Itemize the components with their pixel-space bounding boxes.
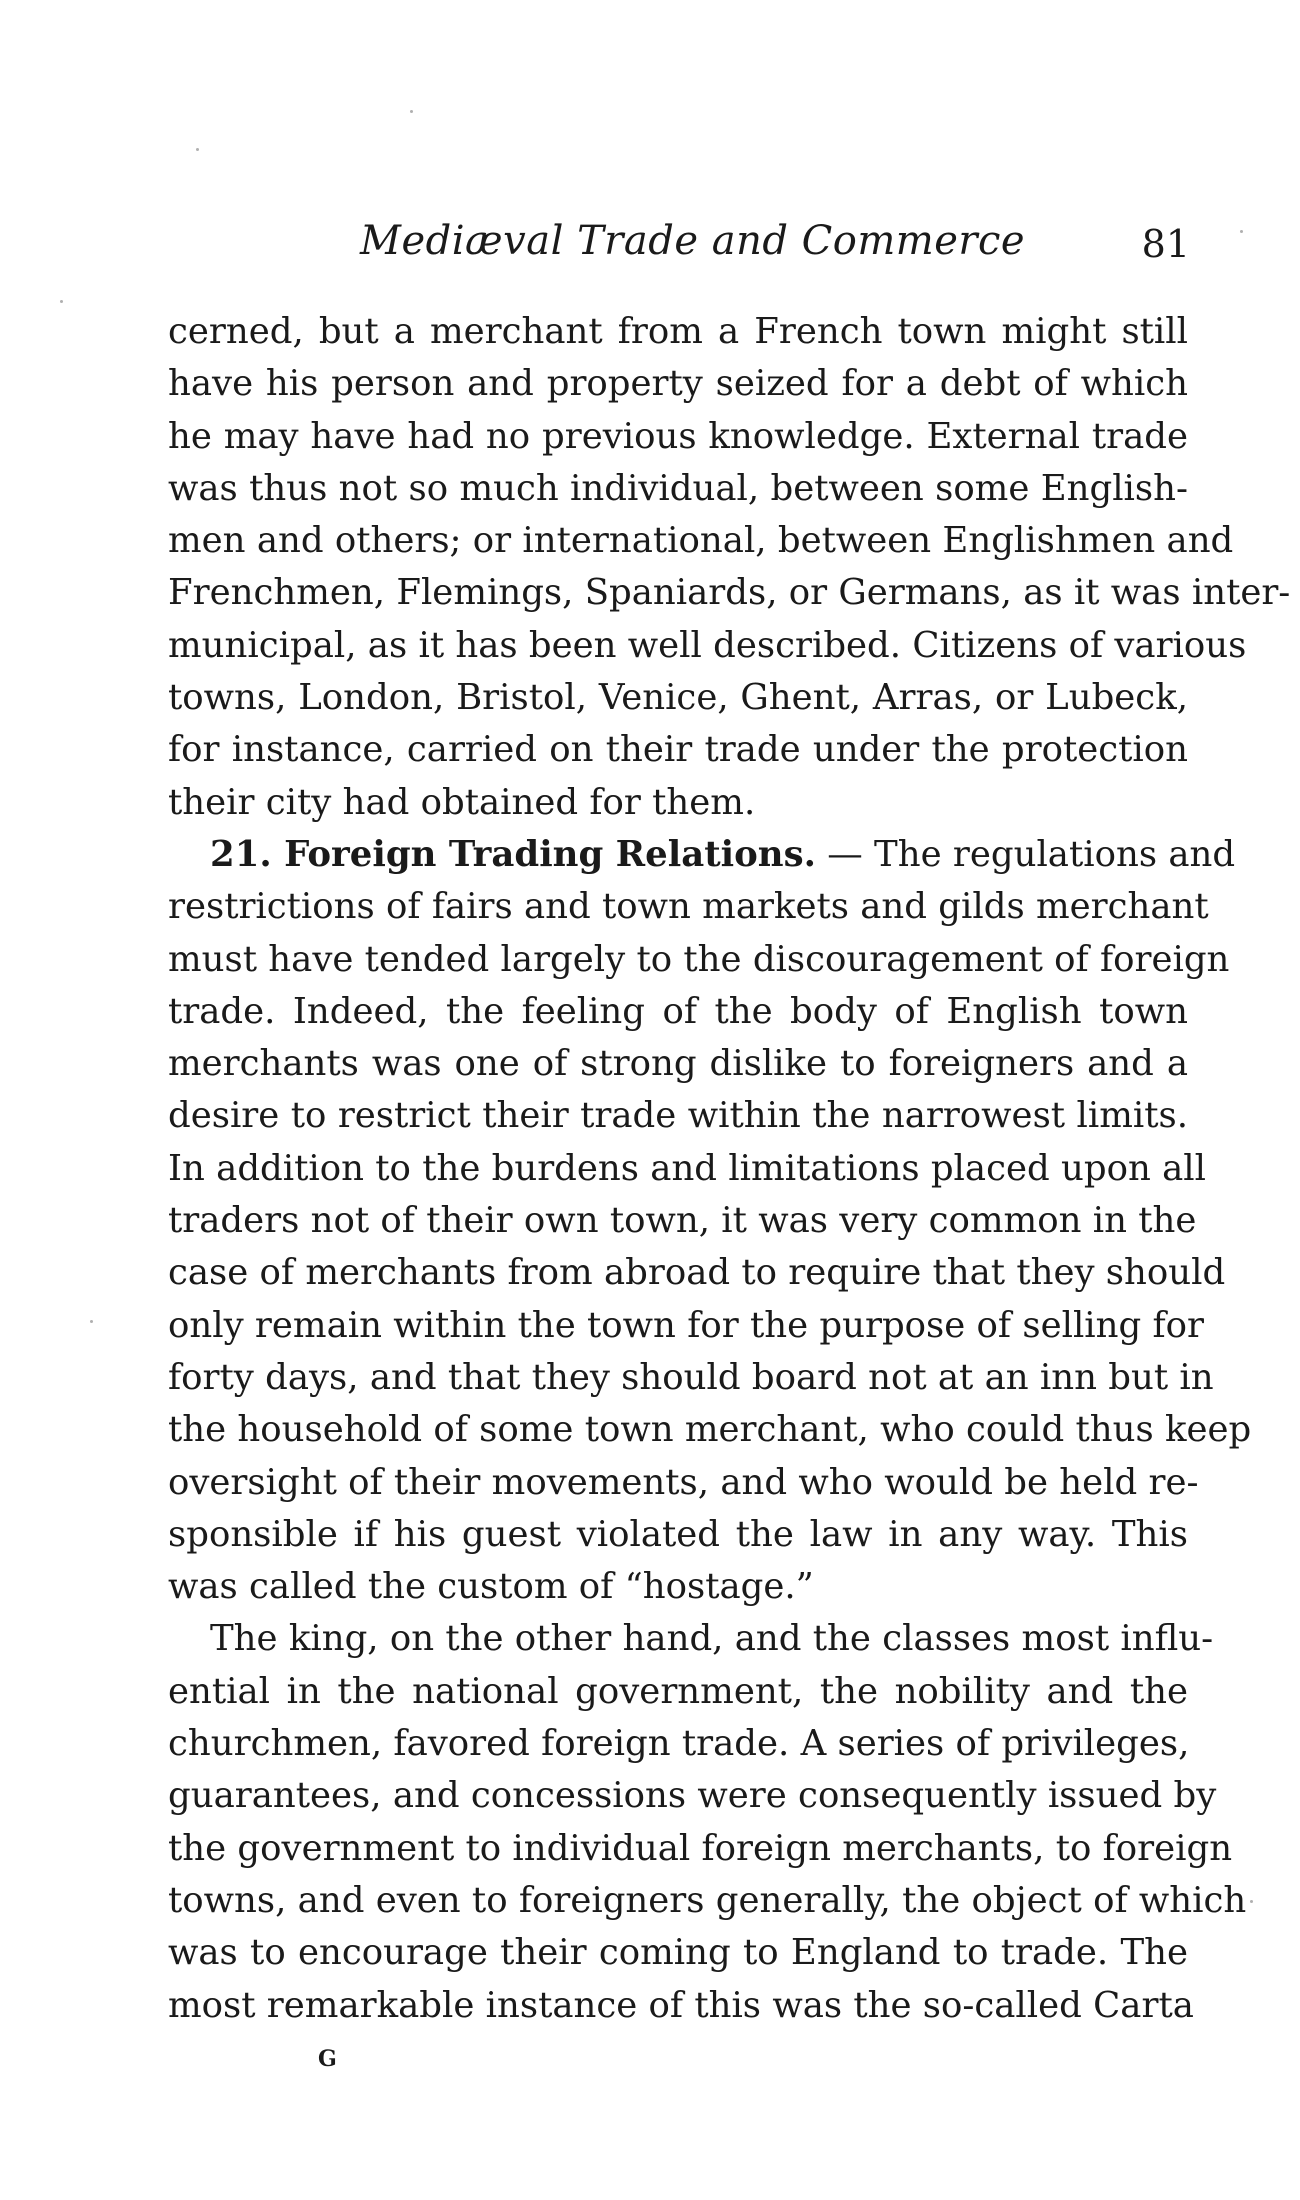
scan-speck [1250, 1900, 1253, 1903]
signature-mark: G [318, 2046, 338, 2072]
text-line: must have tended largely to the discouragement of foreign [168, 938, 1230, 980]
text-line: most remarkable instance of this was the so-called Carta [168, 1984, 1194, 2026]
text-line: was called the custom of “hostage.” [168, 1566, 814, 1608]
text-line: only remain within the town for the purpose of selling for [168, 1304, 1205, 1346]
text-line: The king, on the other hand, and the classes most influ- [210, 1618, 1214, 1660]
text-line: guarantees, and concessions were consequently issued by [168, 1775, 1217, 1817]
text-line: sponsible if his guest violated the law in any way. This [168, 1513, 1188, 1555]
text-line: their city had obtained for them. [168, 781, 756, 823]
text-line: desire to restrict their trade within the narrowest limits. [168, 1095, 1188, 1137]
text-line: merchants was one of strong dislike to foreigners and a [168, 1043, 1188, 1085]
text-line: was to encourage their coming to England to trade. The [168, 1932, 1188, 1974]
text-line: municipal, as it has been well described. Citizens of various [168, 624, 1247, 666]
text-line: have his person and property seized for a debt of which [168, 363, 1188, 405]
scan-speck [196, 148, 199, 151]
text-line: was thus not so much individual, between some English- [168, 467, 1188, 509]
scan-speck [1240, 230, 1243, 233]
running-title: Mediæval Trade and Commerce [360, 218, 1026, 264]
text-line: Frenchmen, Flemings, Spaniards, or Germans, as it was inter- [168, 572, 1291, 614]
text-line: cerned, but a merchant from a French town might still [168, 311, 1188, 352]
text-line: churchmen, favored foreign trade. A series of privileges, [168, 1723, 1190, 1765]
text-line: men and others; or international, between Englishmen and [168, 520, 1234, 562]
text-line: he may have had no previous knowledge. External trade [168, 415, 1188, 457]
text-line: In addition to the burdens and limitations placed upon all [168, 1147, 1206, 1189]
body-text [168, 306, 1291, 2032]
section-first-line [168, 829, 1236, 881]
text-line: the government to individual foreign merchants, to foreign [168, 1827, 1233, 1869]
text-line: the household of some town merchant, who could thus keep [168, 1409, 1252, 1451]
text-line: case of merchants from abroad to require that they should [168, 1252, 1226, 1294]
text-line: oversight of their movements, and who would be held re- [168, 1461, 1199, 1503]
scan-speck [410, 110, 413, 113]
text-line: towns, London, Bristol, Venice, Ghent, Arras, or Lubeck, [168, 677, 1188, 719]
text-line: ential in the national government, the nobility and the [168, 1670, 1188, 1712]
text-line: forty days, and that they should board not at an inn but in [168, 1356, 1214, 1398]
scan-speck [90, 1320, 93, 1323]
page-number: 81 [1141, 222, 1190, 266]
running-header [360, 218, 1190, 278]
text-line: for instance, carried on their trade under the protection [168, 729, 1188, 771]
text-line: trade. Indeed, the feeling of the body of English town [168, 990, 1188, 1032]
text-line: towns, and even to foreigners generally, the object of which [168, 1879, 1247, 1921]
text-line: restrictions of fairs and town markets and gilds merchant [168, 886, 1209, 928]
section-heading: 21. Foreign Trading Relations. [210, 833, 816, 875]
text-line: traders not of their own town, it was very common in the [168, 1200, 1197, 1242]
scan-speck [60, 300, 63, 303]
section-first-line-text: — The regulations and [827, 833, 1236, 875]
